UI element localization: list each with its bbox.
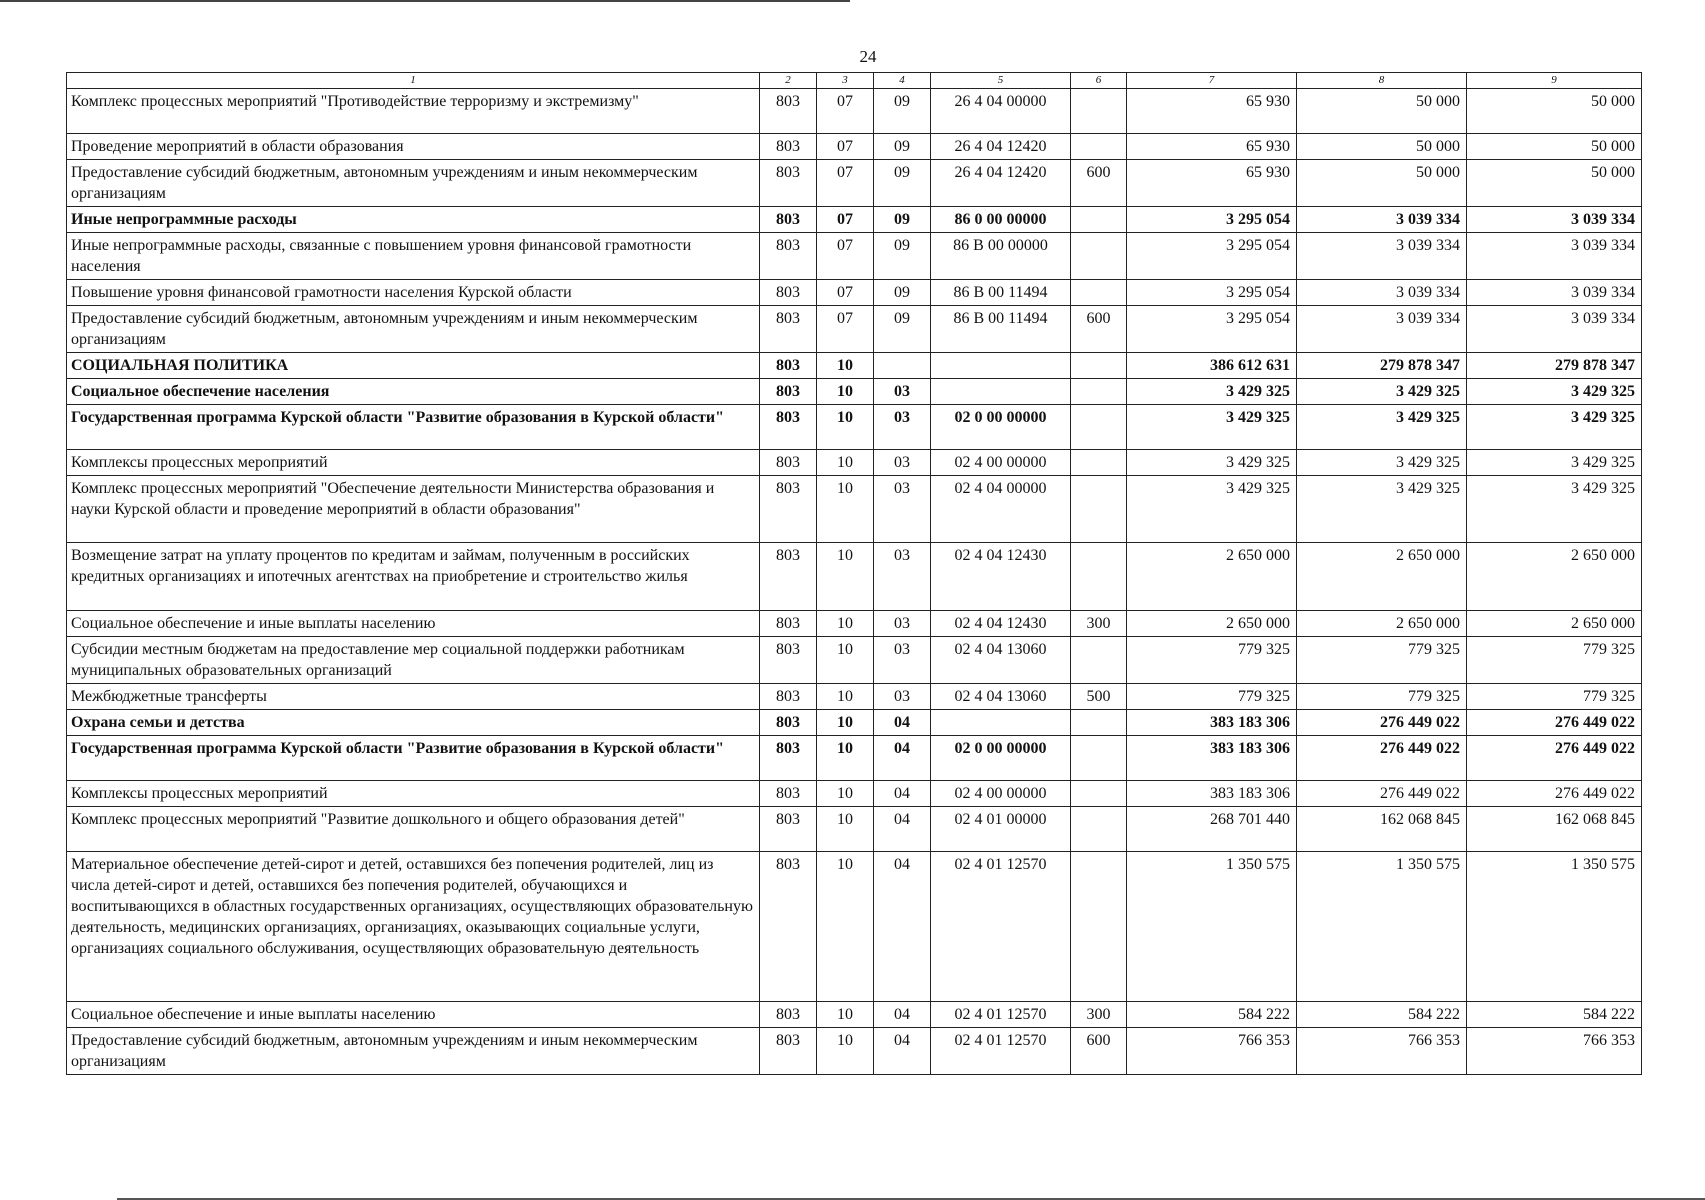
row-name: Комплекс процессных мероприятий "Противодействие терроризму и экстремизму": [67, 89, 760, 134]
subsection-code: 04: [874, 736, 931, 781]
table-row: [67, 852, 1642, 1002]
admin-code: 803: [760, 207, 817, 233]
subsection-code: 04: [874, 807, 931, 852]
amount-col9: 1 350 575: [1467, 852, 1642, 1002]
expense-type-code: [1071, 852, 1127, 1002]
admin-code: 803: [760, 684, 817, 710]
section-code: 10: [817, 476, 874, 543]
amount-col9: 3 039 334: [1467, 280, 1642, 306]
table-row: [67, 134, 1642, 160]
admin-code: 803: [760, 476, 817, 543]
table-row: [67, 781, 1642, 807]
expense-type-code: [1071, 736, 1127, 781]
expense-type-code: [1071, 89, 1127, 134]
amount-col9: 779 325: [1467, 637, 1642, 684]
expense-type-code: [1071, 233, 1127, 280]
table-row: [67, 280, 1642, 306]
amount-col9: 3 429 325: [1467, 379, 1642, 405]
amount-col8: 766 353: [1297, 1028, 1467, 1075]
admin-code: 803: [760, 710, 817, 736]
admin-code: 803: [760, 134, 817, 160]
amount-col8: 1 350 575: [1297, 852, 1467, 1002]
subsection-code: 03: [874, 637, 931, 684]
target-article-code: 86 В 00 11494: [931, 306, 1071, 353]
expense-type-code: [1071, 807, 1127, 852]
row-name: Комплекс процессных мероприятий "Развитие дошкольного и общего образования детей": [67, 807, 760, 852]
amount-col9: 50 000: [1467, 160, 1642, 207]
row-name: Комплексы процессных мероприятий: [67, 450, 760, 476]
amount-col9: 276 449 022: [1467, 781, 1642, 807]
amount-col8: 3 039 334: [1297, 280, 1467, 306]
row-name: Комплексы процессных мероприятий: [67, 781, 760, 807]
admin-code: 803: [760, 852, 817, 1002]
amount-col9: 3 429 325: [1467, 405, 1642, 450]
subsection-code: [874, 353, 931, 379]
admin-code: 803: [760, 637, 817, 684]
row-name: Проведение мероприятий в области образования: [67, 134, 760, 160]
amount-col9: 276 449 022: [1467, 710, 1642, 736]
row-name: Социальное обеспечение и иные выплаты населению: [67, 1002, 760, 1028]
table-row: [67, 306, 1642, 353]
admin-code: 803: [760, 807, 817, 852]
section-code: 10: [817, 405, 874, 450]
table-row: [67, 543, 1642, 611]
amount-col9: 3 429 325: [1467, 450, 1642, 476]
target-article-code: 02 4 04 13060: [931, 637, 1071, 684]
subsection-code: 03: [874, 379, 931, 405]
amount-col8: 276 449 022: [1297, 736, 1467, 781]
amount-col7: 383 183 306: [1127, 710, 1297, 736]
row-name: Межбюджетные трансферты: [67, 684, 760, 710]
expense-type-code: [1071, 379, 1127, 405]
amount-col8: 2 650 000: [1297, 543, 1467, 611]
amount-col8: 3 429 325: [1297, 476, 1467, 543]
amount-col8: 3 039 334: [1297, 233, 1467, 280]
amount-col9: 162 068 845: [1467, 807, 1642, 852]
amount-col8: 276 449 022: [1297, 710, 1467, 736]
section-code: 10: [817, 637, 874, 684]
table-row: [67, 1028, 1642, 1075]
table-row: [67, 89, 1642, 134]
subsection-code: 03: [874, 684, 931, 710]
expense-type-code: [1071, 134, 1127, 160]
subsection-code: 09: [874, 134, 931, 160]
amount-col9: 3 039 334: [1467, 207, 1642, 233]
subsection-code: 09: [874, 160, 931, 207]
table-row: [67, 476, 1642, 543]
amount-col7: 386 612 631: [1127, 353, 1297, 379]
amount-col9: 3 039 334: [1467, 306, 1642, 353]
subsection-code: 04: [874, 1002, 931, 1028]
column-number-row: [67, 73, 1642, 89]
section-code: 10: [817, 450, 874, 476]
expense-type-code: [1071, 207, 1127, 233]
section-code: 07: [817, 134, 874, 160]
amount-col9: 50 000: [1467, 89, 1642, 134]
table-row: [67, 405, 1642, 450]
amount-col9: 3 429 325: [1467, 476, 1642, 543]
admin-code: 803: [760, 160, 817, 207]
subsection-code: 03: [874, 450, 931, 476]
amount-col8: 50 000: [1297, 89, 1467, 134]
section-code: 10: [817, 543, 874, 611]
amount-col7: 65 930: [1127, 134, 1297, 160]
target-article-code: 02 0 00 00000: [931, 736, 1071, 781]
table-row: [67, 207, 1642, 233]
expense-type-code: [1071, 450, 1127, 476]
target-article-code: 02 4 04 12430: [931, 611, 1071, 637]
expense-type-code: 300: [1071, 611, 1127, 637]
row-name: Комплекс процессных мероприятий "Обеспечение деятельности Министерства образования и науки Курской области и проведение мероприятий в области образования": [67, 476, 760, 543]
amount-col7: 584 222: [1127, 1002, 1297, 1028]
row-name: Предоставление субсидий бюджетным, автономным учреждениям и иным некоммерческим организациям: [67, 1028, 760, 1075]
amount-col7: 779 325: [1127, 637, 1297, 684]
section-code: 10: [817, 353, 874, 379]
column-number: 8: [1297, 73, 1467, 89]
subsection-code: 04: [874, 1028, 931, 1075]
amount-col7: 268 701 440: [1127, 807, 1297, 852]
expense-type-code: [1071, 476, 1127, 543]
amount-col9: 3 039 334: [1467, 233, 1642, 280]
column-number: 4: [874, 73, 931, 89]
amount-col8: 276 449 022: [1297, 781, 1467, 807]
amount-col7: 766 353: [1127, 1028, 1297, 1075]
column-number: 2: [760, 73, 817, 89]
table-row: [67, 1002, 1642, 1028]
subsection-code: 04: [874, 710, 931, 736]
table-row: [67, 710, 1642, 736]
amount-col8: 162 068 845: [1297, 807, 1467, 852]
target-article-code: 02 4 00 00000: [931, 781, 1071, 807]
table-row: [67, 637, 1642, 684]
table-row: [67, 684, 1642, 710]
column-number: 5: [931, 73, 1071, 89]
admin-code: 803: [760, 405, 817, 450]
amount-col8: 3 429 325: [1297, 379, 1467, 405]
row-name: Социальное обеспечение и иные выплаты населению: [67, 611, 760, 637]
target-article-code: 02 4 01 12570: [931, 852, 1071, 1002]
admin-code: 803: [760, 781, 817, 807]
subsection-code: 09: [874, 89, 931, 134]
admin-code: 803: [760, 611, 817, 637]
expense-type-code: 600: [1071, 160, 1127, 207]
section-code: 10: [817, 852, 874, 1002]
section-code: 07: [817, 160, 874, 207]
amount-col8: 779 325: [1297, 637, 1467, 684]
target-article-code: [931, 353, 1071, 379]
column-number: 7: [1127, 73, 1297, 89]
subsection-code: 09: [874, 280, 931, 306]
subsection-code: 09: [874, 306, 931, 353]
admin-code: 803: [760, 736, 817, 781]
row-name: Иные непрограммные расходы, связанные с повышением уровня финансовой грамотности населения: [67, 233, 760, 280]
table-row: [67, 233, 1642, 280]
admin-code: 803: [760, 233, 817, 280]
table-row: [67, 353, 1642, 379]
section-code: 10: [817, 1002, 874, 1028]
column-number: 6: [1071, 73, 1127, 89]
amount-col9: 766 353: [1467, 1028, 1642, 1075]
amount-col9: 2 650 000: [1467, 543, 1642, 611]
admin-code: 803: [760, 1028, 817, 1075]
row-name: Охрана семьи и детства: [67, 710, 760, 736]
target-article-code: 26 4 04 12420: [931, 134, 1071, 160]
target-article-code: 02 4 00 00000: [931, 450, 1071, 476]
column-number: 1: [67, 73, 760, 89]
admin-code: 803: [760, 280, 817, 306]
amount-col8: 3 039 334: [1297, 306, 1467, 353]
row-name: Социальное обеспечение населения: [67, 379, 760, 405]
amount-col8: 279 878 347: [1297, 353, 1467, 379]
amount-col7: 3 429 325: [1127, 450, 1297, 476]
row-name: Государственная программа Курской области "Развитие образования в Курской области": [67, 405, 760, 450]
amount-col7: 3 295 054: [1127, 233, 1297, 280]
budget-table: [66, 72, 1642, 1075]
table-row: [67, 379, 1642, 405]
amount-col7: 65 930: [1127, 160, 1297, 207]
amount-col7: 3 429 325: [1127, 379, 1297, 405]
row-name: СОЦИАЛЬНАЯ ПОЛИТИКА: [67, 353, 760, 379]
table-row: [67, 160, 1642, 207]
row-name: Государственная программа Курской области "Развитие образования в Курской области": [67, 736, 760, 781]
section-code: 07: [817, 207, 874, 233]
section-code: 10: [817, 611, 874, 637]
subsection-code: 04: [874, 852, 931, 1002]
target-article-code: 26 4 04 12420: [931, 160, 1071, 207]
column-number: 3: [817, 73, 874, 89]
section-code: 10: [817, 684, 874, 710]
admin-code: 803: [760, 543, 817, 611]
section-code: 10: [817, 710, 874, 736]
amount-col8: 3 429 325: [1297, 450, 1467, 476]
amount-col7: 3 295 054: [1127, 306, 1297, 353]
admin-code: 803: [760, 450, 817, 476]
amount-col8: 3 039 334: [1297, 207, 1467, 233]
row-name: Материальное обеспечение детей-сирот и детей, оставшихся без попечения родителей, лиц из числа детей-сирот и детей, оставшихся без попечения родителей, обучающихся и воспитывающихся в областных государственных организациях, осуществляющих образовательную деятельность, медицинских организациях, организациях, оказывающих социальные услуги, организациях социального обслуживания, осуществляющих образовательную деятельность: [67, 852, 760, 1002]
amount-col8: 3 429 325: [1297, 405, 1467, 450]
target-article-code: 86 В 00 11494: [931, 280, 1071, 306]
column-number: 9: [1467, 73, 1642, 89]
section-code: 10: [817, 736, 874, 781]
section-code: 07: [817, 280, 874, 306]
amount-col7: 1 350 575: [1127, 852, 1297, 1002]
section-code: 10: [817, 781, 874, 807]
target-article-code: 86 В 00 00000: [931, 233, 1071, 280]
section-code: 07: [817, 306, 874, 353]
expense-type-code: [1071, 637, 1127, 684]
amount-col9: 279 878 347: [1467, 353, 1642, 379]
page-number: 24: [859, 47, 877, 66]
admin-code: 803: [760, 89, 817, 134]
amount-col8: 50 000: [1297, 160, 1467, 207]
row-name: Субсидии местным бюджетам на предоставление мер социальной поддержки работникам муниципальных образовательных организаций: [67, 637, 760, 684]
table-row: [67, 736, 1642, 781]
amount-col9: 2 650 000: [1467, 611, 1642, 637]
expense-type-code: 500: [1071, 684, 1127, 710]
expense-type-code: [1071, 405, 1127, 450]
admin-code: 803: [760, 353, 817, 379]
target-article-code: 02 4 04 12430: [931, 543, 1071, 611]
amount-col8: 779 325: [1297, 684, 1467, 710]
row-name: Иные непрограммные расходы: [67, 207, 760, 233]
expense-type-code: 300: [1071, 1002, 1127, 1028]
target-article-code: 02 4 01 12570: [931, 1002, 1071, 1028]
expense-type-code: [1071, 543, 1127, 611]
target-article-code: 02 4 01 00000: [931, 807, 1071, 852]
amount-col7: 383 183 306: [1127, 781, 1297, 807]
amount-col8: 50 000: [1297, 134, 1467, 160]
subsection-code: 03: [874, 476, 931, 543]
row-name: Повышение уровня финансовой грамотности населения Курской области: [67, 280, 760, 306]
amount-col7: 779 325: [1127, 684, 1297, 710]
amount-col7: 3 295 054: [1127, 280, 1297, 306]
subsection-code: 09: [874, 207, 931, 233]
amount-col7: 3 429 325: [1127, 476, 1297, 543]
section-code: 07: [817, 89, 874, 134]
expense-type-code: [1071, 710, 1127, 736]
section-code: 07: [817, 233, 874, 280]
admin-code: 803: [760, 306, 817, 353]
table-row: [67, 450, 1642, 476]
amount-col7: 3 295 054: [1127, 207, 1297, 233]
row-name: Возмещение затрат на уплату процентов по кредитам и займам, полученным в российских кредитных организациях и ипотечных агентствах на приобретение и строительство жилья: [67, 543, 760, 611]
top-rule: [0, 0, 850, 2]
subsection-code: 03: [874, 543, 931, 611]
amount-col7: 2 650 000: [1127, 543, 1297, 611]
target-article-code: 02 4 04 13060: [931, 684, 1071, 710]
target-article-code: [931, 710, 1071, 736]
target-article-code: 02 0 00 00000: [931, 405, 1071, 450]
subsection-code: 03: [874, 611, 931, 637]
target-article-code: 02 4 04 00000: [931, 476, 1071, 543]
target-article-code: [931, 379, 1071, 405]
amount-col8: 2 650 000: [1297, 611, 1467, 637]
admin-code: 803: [760, 1002, 817, 1028]
expense-type-code: [1071, 280, 1127, 306]
target-article-code: 26 4 04 00000: [931, 89, 1071, 134]
expense-type-code: [1071, 353, 1127, 379]
expense-type-code: 600: [1071, 306, 1127, 353]
section-code: 10: [817, 379, 874, 405]
amount-col9: 584 222: [1467, 1002, 1642, 1028]
amount-col7: 65 930: [1127, 89, 1297, 134]
row-name: Предоставление субсидий бюджетным, автономным учреждениям и иным некоммерческим организациям: [67, 306, 760, 353]
subsection-code: 03: [874, 405, 931, 450]
target-article-code: 02 4 01 12570: [931, 1028, 1071, 1075]
target-article-code: 86 0 00 00000: [931, 207, 1071, 233]
table-row: [67, 807, 1642, 852]
table-row: [67, 611, 1642, 637]
row-name: Предоставление субсидий бюджетным, автономным учреждениям и иным некоммерческим организациям: [67, 160, 760, 207]
amount-col9: 50 000: [1467, 134, 1642, 160]
section-code: 10: [817, 1028, 874, 1075]
subsection-code: 04: [874, 781, 931, 807]
subsection-code: 09: [874, 233, 931, 280]
expense-type-code: [1071, 781, 1127, 807]
amount-col7: 2 650 000: [1127, 611, 1297, 637]
amount-col7: 383 183 306: [1127, 736, 1297, 781]
amount-col7: 3 429 325: [1127, 405, 1297, 450]
expense-type-code: 600: [1071, 1028, 1127, 1075]
amount-col8: 584 222: [1297, 1002, 1467, 1028]
amount-col9: 276 449 022: [1467, 736, 1642, 781]
admin-code: 803: [760, 379, 817, 405]
amount-col9: 779 325: [1467, 684, 1642, 710]
section-code: 10: [817, 807, 874, 852]
table-body: [67, 73, 1642, 1075]
